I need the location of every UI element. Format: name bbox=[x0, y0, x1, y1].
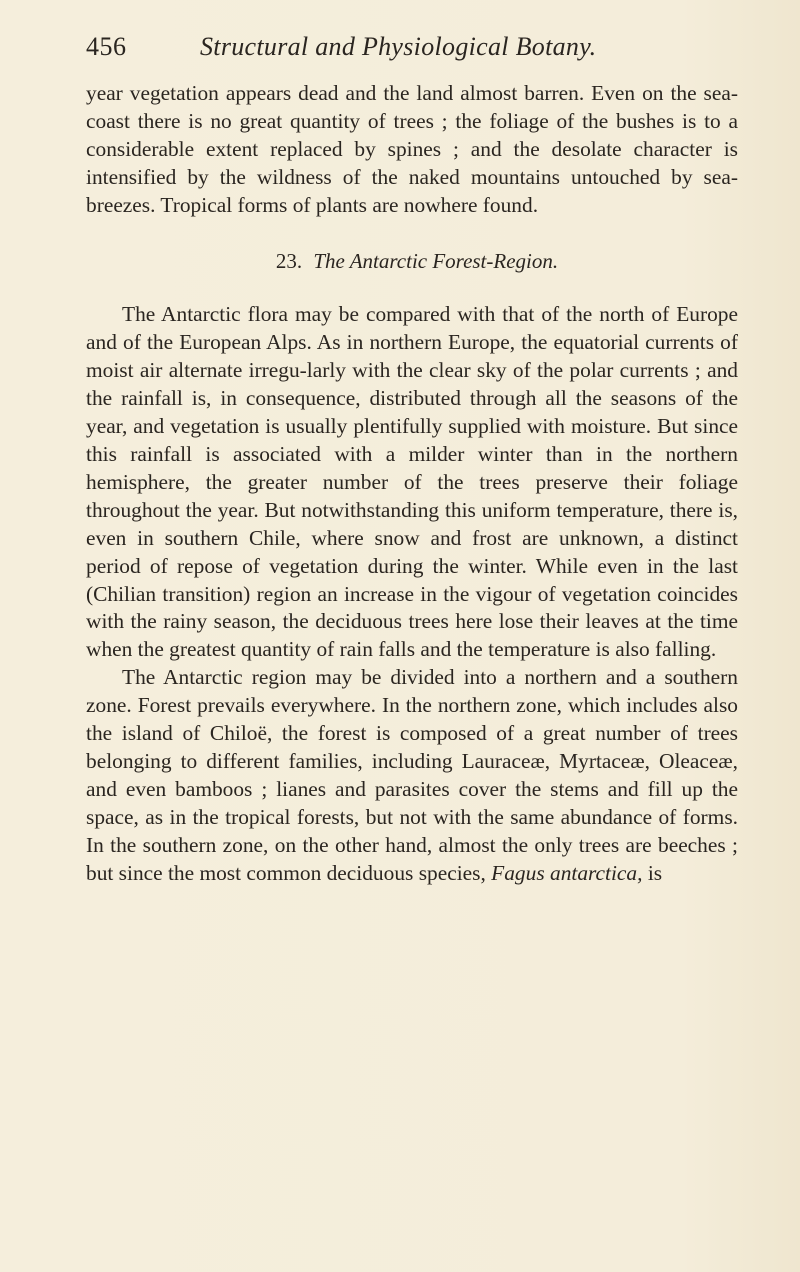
section-heading bbox=[86, 248, 738, 276]
section-title: The Antarctic Forest-Region. bbox=[313, 248, 559, 273]
paragraph-continued: year vegetation appears dead and the land almost barren. Even on the sea-coast there is no great quantity of trees ; the foliage of the bushes is to a considerable extent replaced by spines ; and the desolate character is intensified by the wildness of the naked mountains untouched by sea-breezes. Tropical forms of plants are nowhere found. bbox=[86, 81, 738, 217]
running-header bbox=[86, 28, 740, 68]
paragraph-antarctic-flora: The Antarctic flora may be compared with that of the north of Europe and of the European Alps. As in northern Europe, the equatorial currents of moist air alternate irregu-larly with the clear sky of the polar currents ; and the rainfall is, in consequence, distributed through all the seasons of the year, and vegetation is usually plentifully supplied with moisture. But since this rainfall is associated with a milder winter than in the northern hemisphere, the greater number of the trees preserve their foliage throughout the year. But notwithstanding this uniform temperature, there is, even in southern Chile, where snow and frost are unknown, a distinct period of repose of vegetation during the winter. While even in the last (Chilian transition) region an increase in the vigour of vegetation coincides with the rainy season, the deciduous trees here lose their leaves at the time when the greatest quantity of rain falls and the temperature is also falling. bbox=[86, 302, 738, 662]
paragraph-zones-end: is bbox=[647, 860, 663, 885]
section-number: 23. bbox=[275, 248, 303, 273]
paragraph-antarctic-zones bbox=[86, 664, 738, 887]
paragraph-zones-text: The Antarctic region may be divided into a northern and a southern zone. Forest prevails everywhere. In the northern zone, which includes also the island of Chiloë, the forest is composed of a great number of trees belonging to different families, including Lauraceæ, Myrtaceæ, Oleaceæ, and even bamboos ; lianes and parasites cover the stems and fill up the space, as in the tropical forests, but not with the same abundance of forms. In the southern zone, on the other hand, almost the only trees are beeches ; but since the most common deciduous species, bbox=[86, 665, 738, 885]
species-name-fagus-antarctica: Fagus antarctica, bbox=[491, 860, 643, 885]
body-text bbox=[86, 80, 738, 887]
page-number: 456 bbox=[86, 32, 127, 61]
running-title: Structural and Physiological Botany. bbox=[200, 32, 597, 61]
